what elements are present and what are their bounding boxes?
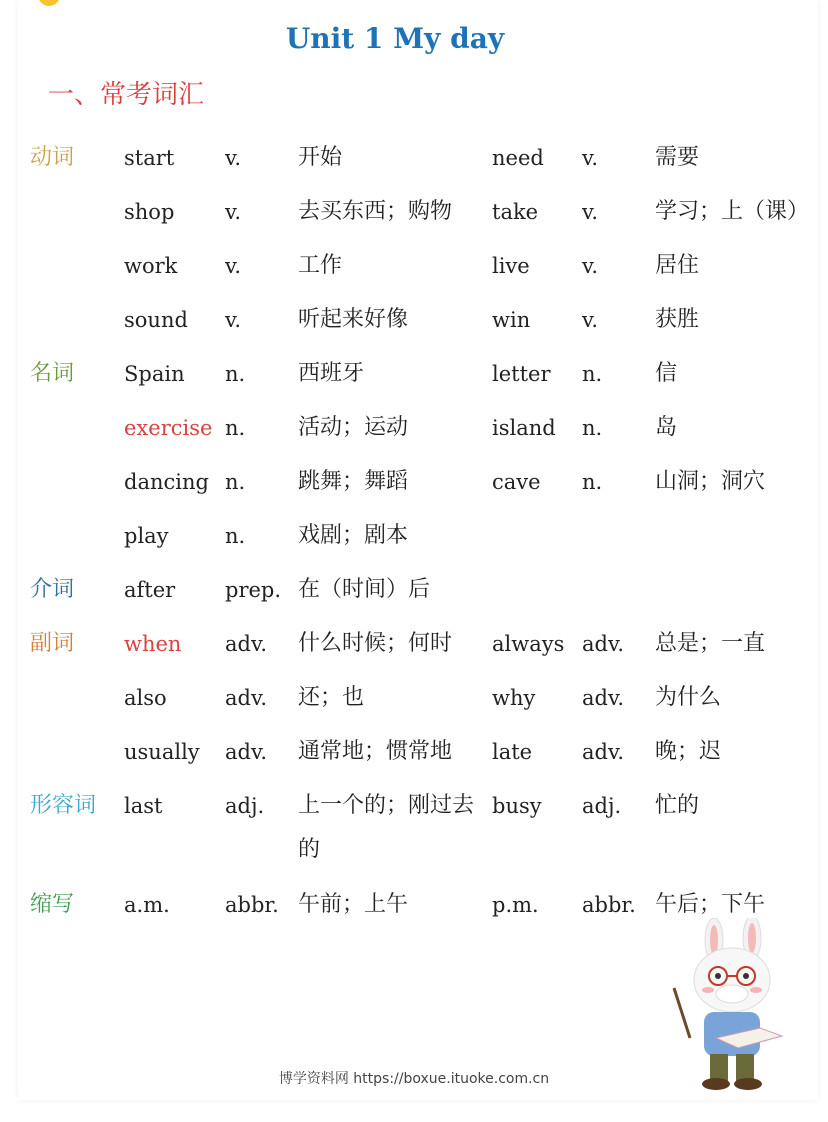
category-label: 形容词 [30,793,97,818]
vocab-word: always [492,632,565,656]
meaning: 岛 [655,415,678,440]
meaning: 戏剧；剧本 [298,523,409,548]
meaning: 上一个的；刚过去的 [298,793,475,862]
vocab-word: need [492,146,544,170]
table-row [0,628,828,668]
vocab-word-highlighted: exercise [124,416,213,440]
meaning: 还；也 [298,685,365,710]
category-label: 动词 [30,145,75,170]
vocab-word: take [492,200,539,224]
meaning: 通常地；惯常地 [298,739,453,764]
part-of-speech: n. [225,362,246,386]
meaning: 总是；一直 [655,631,766,656]
table-row [0,736,828,776]
meaning: 晚；迟 [655,739,722,764]
category-label: 名词 [30,361,75,386]
part-of-speech: v. [225,146,242,170]
vocab-word: shop [124,200,175,224]
vocab-word: play [124,524,169,548]
table-row [0,196,828,236]
meaning: 获胜 [655,307,700,332]
vocab-word: late [492,740,533,764]
meaning: 居住 [655,253,700,278]
meaning: 信 [655,361,678,386]
vocab-word: a.m. [124,893,170,917]
part-of-speech: adv. [582,686,625,710]
vocab-word: sound [124,308,188,332]
vocab-word: island [492,416,556,440]
vocab-word: work [124,254,178,278]
part-of-speech: v. [582,308,599,332]
meaning: 活动；运动 [298,415,409,440]
vocab-word-highlighted: when [124,632,182,656]
part-of-speech: n. [582,416,603,440]
vocab-word: busy [492,794,542,818]
table-row [0,682,828,722]
meaning: 去买东西；购物 [298,199,453,224]
part-of-speech: adj. [582,794,622,818]
part-of-speech: v. [582,146,599,170]
table-row [0,790,828,880]
part-of-speech: n. [225,524,246,548]
vocab-word: cave [492,470,541,494]
section-heading: 一、常考词汇 [48,80,205,110]
category-label: 介词 [30,577,75,602]
vocab-word: Spain [124,362,185,386]
meaning: 午前；上午 [298,892,409,917]
meaning: 西班牙 [298,361,365,386]
vocab-word: also [124,686,167,710]
table-row [0,358,828,398]
category-label: 缩写 [30,892,75,917]
footer-source: 博学资料网 https://boxue.ituoke.com.cn [278,1071,550,1087]
meaning: 学习；上（课） [655,199,810,224]
part-of-speech: n. [225,416,246,440]
meaning: 什么时候；何时 [298,631,453,656]
table-row [0,574,828,614]
meaning: 山洞；洞穴 [655,469,766,494]
table-row [0,250,828,290]
meaning: 在（时间）后 [298,577,431,602]
vocab-word: p.m. [492,893,539,917]
part-of-speech: v. [225,254,242,278]
part-of-speech: abbr. [225,893,279,917]
vocab-word: letter [492,362,551,386]
table-row [0,412,828,452]
part-of-speech: adv. [582,632,625,656]
part-of-speech: n. [582,362,603,386]
vocab-word: win [492,308,531,332]
meaning: 为什么 [655,685,722,710]
meaning: 需要 [655,145,700,170]
part-of-speech: v. [582,254,599,278]
meaning: 听起来好像 [298,307,409,332]
category-label: 副词 [30,631,75,656]
part-of-speech: adv. [582,740,625,764]
part-of-speech: n. [225,470,246,494]
meaning: 工作 [298,253,343,278]
vocab-word: why [492,686,536,710]
part-of-speech: v. [225,308,242,332]
part-of-speech: adv. [225,632,268,656]
part-of-speech: adj. [225,794,265,818]
meaning: 忙的 [655,793,700,818]
vocab-word: dancing [124,470,209,494]
part-of-speech: adv. [225,686,268,710]
part-of-speech: prep. [225,578,282,602]
vocab-word: start [124,146,175,170]
table-row [0,142,828,182]
table-row [0,466,828,506]
part-of-speech: abbr. [582,893,636,917]
meaning: 开始 [298,145,343,170]
meaning: 午后；下午 [655,892,766,917]
table-row [0,304,828,344]
part-of-speech: n. [582,470,603,494]
part-of-speech: adv. [225,740,268,764]
part-of-speech: v. [225,200,242,224]
vocab-word: live [492,254,530,278]
page-title: Unit 1 My day [285,22,505,55]
table-row [0,520,828,560]
vocab-word: usually [124,740,200,764]
part-of-speech: v. [582,200,599,224]
vocab-word: after [124,578,176,602]
meaning: 跳舞；舞蹈 [298,469,409,494]
vocab-word: last [124,794,163,818]
